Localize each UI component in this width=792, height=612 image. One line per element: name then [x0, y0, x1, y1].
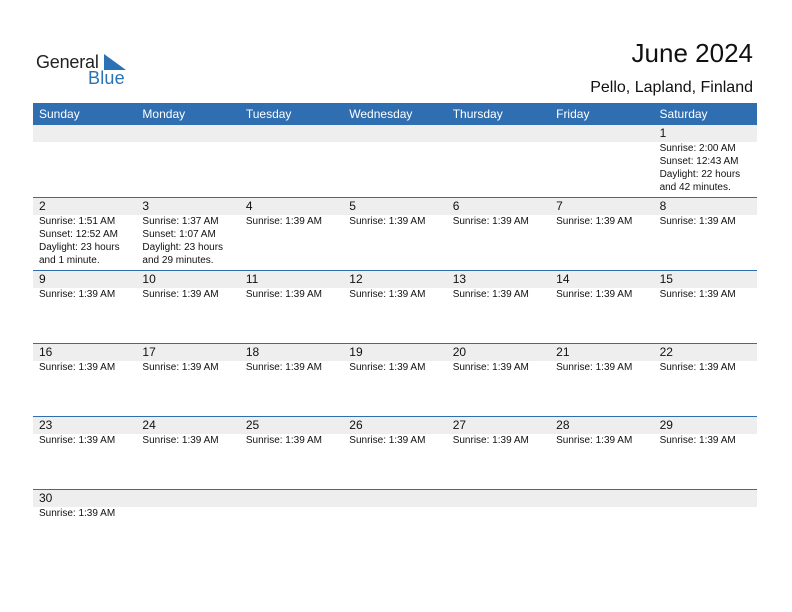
day-cell	[447, 344, 550, 416]
calendar	[33, 103, 757, 563]
day-cell	[447, 198, 550, 270]
week-row	[33, 198, 757, 271]
week-row	[33, 490, 757, 563]
day-info-line: and 42 minutes.	[659, 182, 731, 193]
day-cell	[447, 271, 550, 343]
day-cell	[33, 271, 136, 343]
day-cell	[343, 417, 446, 489]
day-info-line: Sunrise: 1:39 AM	[556, 289, 633, 300]
weekday-header-wednesday: Wednesday	[349, 107, 413, 121]
day-info-line: Sunrise: 1:51 AM	[39, 216, 116, 227]
week-row	[33, 271, 757, 344]
weekday-header-monday: Monday	[142, 107, 186, 121]
day-number: 18	[245, 345, 260, 359]
day-number: 1	[659, 126, 667, 140]
day-cell	[343, 344, 446, 416]
day-info-line: Daylight: 22 hours	[659, 169, 741, 180]
day-cell	[136, 417, 239, 489]
day-cell	[33, 344, 136, 416]
day-info-line: Sunrise: 1:39 AM	[452, 289, 529, 300]
day-number: 23	[39, 418, 53, 432]
day-cell	[550, 271, 653, 343]
day-number: 11	[245, 272, 259, 286]
day-info-line: Sunrise: 1:39 AM	[659, 216, 736, 227]
day-info-line: Sunrise: 1:39 AM	[142, 289, 219, 300]
day-info-line: Sunset: 1:07 AM	[142, 229, 216, 240]
week-row	[33, 125, 757, 198]
day-number: 4	[245, 199, 253, 213]
day-info-line: Daylight: 23 hours	[142, 242, 224, 253]
day-info-line: Sunrise: 1:39 AM	[39, 435, 116, 446]
day-number: 6	[452, 199, 460, 213]
day-number: 27	[452, 418, 467, 432]
day-info-line: Sunrise: 1:39 AM	[245, 435, 322, 446]
logo	[36, 50, 136, 90]
day-info-line: Sunrise: 1:39 AM	[39, 508, 116, 519]
day-info-line: Sunrise: 1:39 AM	[39, 289, 116, 300]
day-cell	[240, 417, 343, 489]
logo-text-blue: Blue	[88, 68, 125, 88]
weekday-header-sunday: Sunday	[39, 107, 80, 121]
day-cell	[654, 198, 757, 270]
weekday-header-thursday: Thursday	[452, 107, 503, 121]
day-info-line: Sunrise: 2:00 AM	[659, 143, 736, 154]
day-number: 2	[39, 199, 46, 213]
day-number: 20	[452, 345, 467, 359]
day-info-line: Sunrise: 1:39 AM	[39, 362, 116, 373]
location-subtitle: Pello, Lapland, Finland	[590, 79, 753, 96]
day-number: 13	[452, 272, 467, 286]
day-number: 21	[556, 345, 570, 359]
day-info-line: Sunrise: 1:39 AM	[349, 289, 426, 300]
day-cell	[136, 198, 239, 270]
day-number: 24	[142, 418, 156, 432]
day-number: 8	[659, 199, 667, 213]
day-info-line: and 29 minutes.	[142, 255, 214, 266]
day-info-line: Sunrise: 1:39 AM	[245, 289, 322, 300]
day-info-line: Sunrise: 1:39 AM	[659, 289, 736, 300]
day-number: 28	[556, 418, 570, 432]
day-info-line: Sunrise: 1:39 AM	[349, 435, 426, 446]
day-number: 12	[349, 272, 363, 286]
page-title: June 2024	[631, 38, 753, 68]
day-cell	[654, 344, 757, 416]
day-number: 9	[39, 272, 46, 286]
day-cell	[33, 490, 136, 562]
day-cell	[240, 344, 343, 416]
day-cell	[136, 271, 239, 343]
weekday-header-tuesday: Tuesday	[245, 107, 292, 121]
calendar-weeks	[33, 125, 757, 563]
day-info-line: Sunrise: 1:39 AM	[349, 216, 426, 227]
weekday-header	[33, 103, 757, 125]
day-info-line: Sunrise: 1:39 AM	[659, 435, 736, 446]
day-info-line: Sunrise: 1:39 AM	[142, 435, 219, 446]
day-number: 26	[349, 418, 363, 432]
day-number: 22	[659, 345, 673, 359]
day-info-line: Sunrise: 1:37 AM	[142, 216, 219, 227]
day-info-line: Sunrise: 1:39 AM	[556, 435, 633, 446]
day-info-line: Sunset: 12:43 AM	[659, 156, 739, 167]
day-cell	[654, 125, 757, 197]
day-cell	[550, 198, 653, 270]
day-info-line: Sunrise: 1:39 AM	[556, 362, 633, 373]
day-number: 17	[142, 345, 156, 359]
week-row	[33, 417, 757, 490]
day-info-line: Daylight: 23 hours	[39, 242, 120, 253]
day-cell	[447, 417, 550, 489]
day-cell	[240, 271, 343, 343]
day-number: 3	[142, 199, 150, 213]
day-number: 30	[39, 491, 53, 505]
day-cell	[240, 198, 343, 270]
day-cell	[343, 271, 446, 343]
day-number: 5	[349, 199, 356, 213]
day-cell	[550, 417, 653, 489]
day-number: 15	[659, 272, 673, 286]
week-row	[33, 344, 757, 417]
day-info-line: and 1 minute.	[39, 255, 100, 266]
day-cell	[654, 271, 757, 343]
day-number: 16	[39, 345, 53, 359]
day-info-line: Sunrise: 1:39 AM	[142, 362, 219, 373]
day-info-line: Sunrise: 1:39 AM	[245, 216, 322, 227]
day-cell	[136, 344, 239, 416]
day-info-line: Sunrise: 1:39 AM	[452, 435, 529, 446]
day-info-line: Sunrise: 1:39 AM	[556, 216, 633, 227]
day-info-line: Sunrise: 1:39 AM	[452, 362, 529, 373]
day-info-line: Sunrise: 1:39 AM	[349, 362, 426, 373]
day-cell	[33, 198, 136, 270]
day-cell	[550, 344, 653, 416]
day-number: 25	[245, 418, 260, 432]
day-cell	[343, 198, 446, 270]
day-number: 19	[349, 345, 363, 359]
day-cell	[33, 417, 136, 489]
weekday-header-saturday: Saturday	[659, 107, 708, 121]
day-number: 14	[556, 272, 570, 286]
logo-text-general: General	[36, 52, 99, 72]
week-band	[33, 125, 757, 142]
day-info-line: Sunrise: 1:39 AM	[659, 362, 736, 373]
day-info-line: Sunset: 12:52 AM	[39, 229, 118, 240]
week-band	[33, 490, 757, 507]
day-number: 29	[659, 418, 673, 432]
day-number: 7	[556, 199, 563, 213]
day-info-line: Sunrise: 1:39 AM	[452, 216, 529, 227]
day-info-line: Sunrise: 1:39 AM	[245, 362, 322, 373]
weekday-header-friday: Friday	[556, 107, 590, 121]
day-number: 10	[142, 272, 156, 286]
day-cell	[654, 417, 757, 489]
